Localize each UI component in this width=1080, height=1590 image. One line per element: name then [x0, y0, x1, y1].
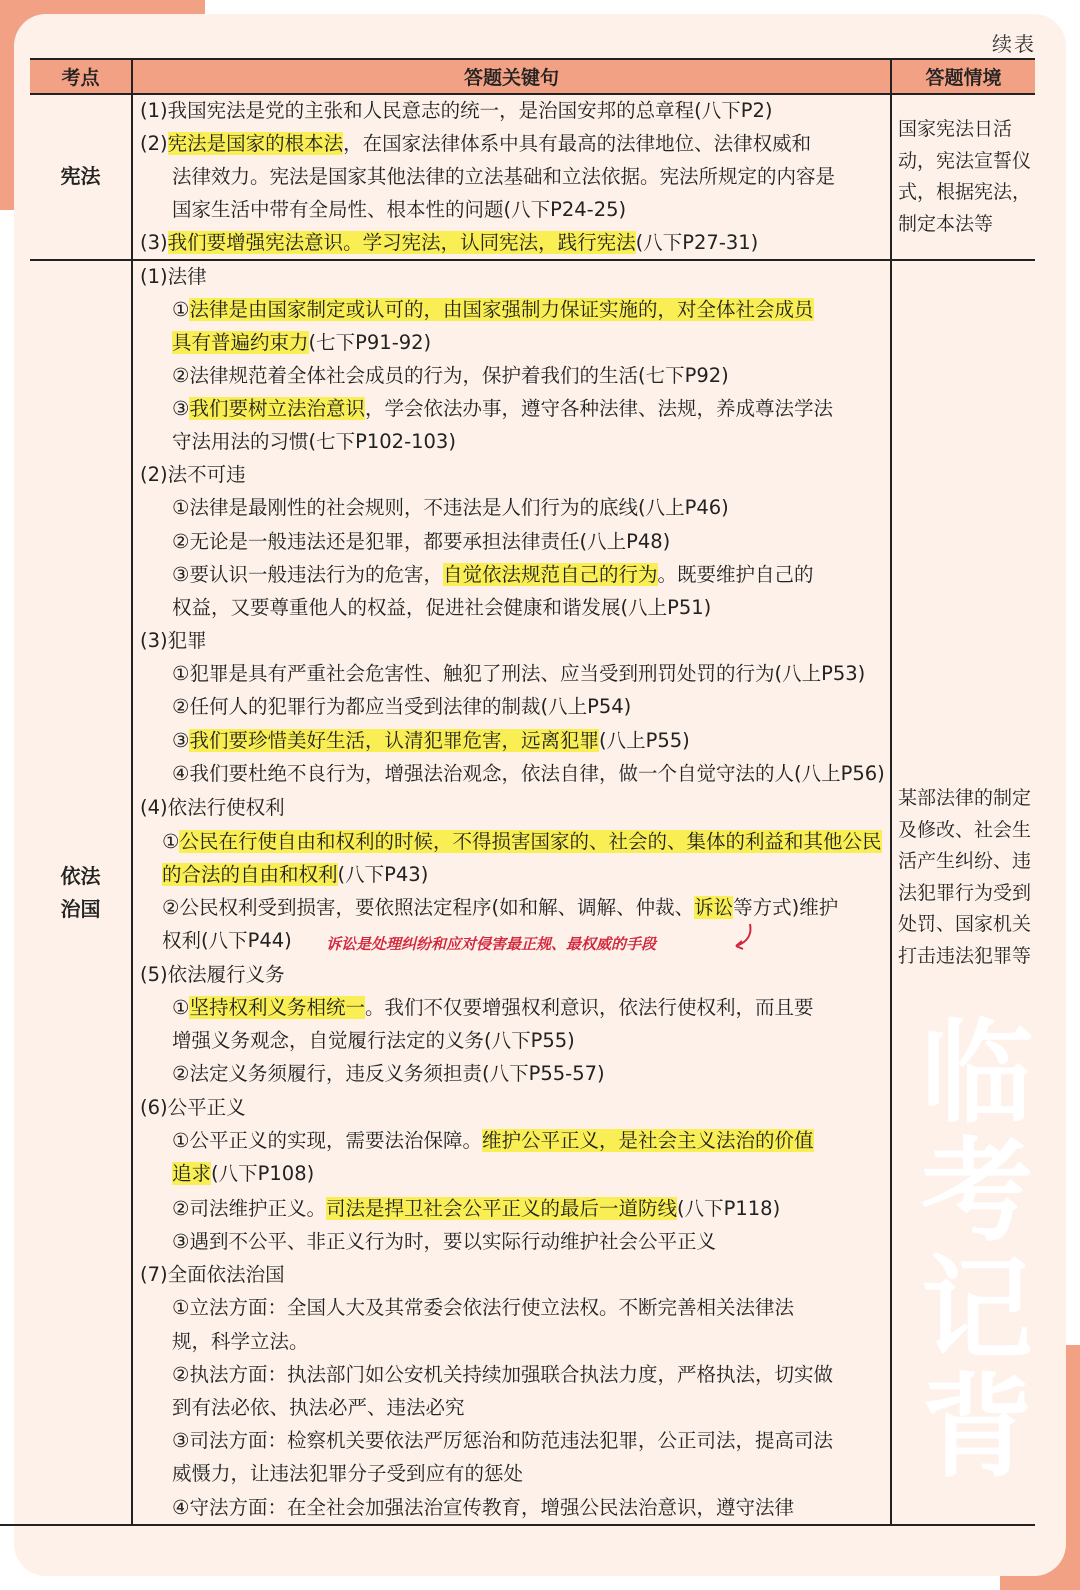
key-sentence-line: [172, 1026, 575, 1056]
header-bottom-border: [30, 93, 1035, 95]
highlighted-text: 宪法是国家的根本法: [167, 132, 344, 155]
key-sentence-line: [172, 1360, 833, 1390]
key-sentence-line: [140, 460, 246, 490]
text-segment: 规，科学立法。: [172, 1330, 309, 1353]
header-situation: 答题情境: [892, 60, 1035, 93]
text-segment: ③遇到不公平、非正义行为时，要以实际行动维护社会公平正义: [172, 1230, 716, 1253]
key-sentence-line: [172, 394, 833, 424]
text-segment: 增强义务观念，自觉履行法定的义务(八下P55): [172, 1029, 575, 1052]
text-segment: ③: [172, 397, 190, 420]
text-segment: 国家生活中带有全局性、根本性的问题(八下P24-25): [172, 198, 627, 221]
text-segment: ④守法方面：在全社会加强法治宣传教育，增强公民法治意识，遵守法律: [172, 1496, 794, 1519]
text-segment: ②执法方面：执法部门如公安机关持续加强联合执法力度，严格执法，切实做: [172, 1363, 833, 1386]
key-sentence-line: [162, 827, 882, 857]
key-sentence-line: [172, 162, 835, 192]
text-segment: ②无论是一般违法还是犯罪，都要承担法律责任(八上P48): [172, 530, 671, 553]
text-segment: ①: [162, 830, 180, 853]
key-sentence-line: [140, 1093, 246, 1123]
text-segment: ①: [172, 298, 190, 321]
text-segment: ②任何人的犯罪行为都应当受到法律的制裁(八上P54): [172, 695, 632, 718]
text-segment: ②公民权利受到损害，要依照法定程序(如和解、调解、仲裁、: [162, 896, 695, 919]
key-sentence-line: [140, 793, 285, 823]
text-segment: (6)公平正义: [140, 1096, 246, 1119]
text-segment: 守法用法的习惯(七下P102-103): [172, 430, 456, 453]
header-topic: 考点: [30, 60, 131, 93]
key-sentence-line: [172, 560, 814, 590]
watermark: 临考记背: [921, 1009, 1033, 1493]
key-sentence-line: [172, 1194, 780, 1224]
key-sentence-line: [172, 1327, 309, 1357]
key-sentence-line: [172, 1059, 605, 1089]
key-sentence-line: [140, 626, 207, 656]
text-segment: ①法律是最刚性的社会规则，不违法是人们行为的底线(八上P46): [172, 496, 729, 519]
text-segment: (八下P43): [337, 863, 429, 886]
key-sentence-line: [172, 993, 814, 1023]
column-divider-2: [890, 58, 892, 1525]
key-sentence-line: [172, 195, 626, 225]
text-segment: ①公平正义的实现，需要法治保障。: [172, 1129, 482, 1152]
table-top-border: [30, 58, 1035, 60]
highlighted-text: 诉讼: [694, 896, 734, 919]
continued-label: 续表: [992, 32, 1036, 56]
row-label-constitution: 宪法: [60, 164, 101, 188]
key-sentence-line: [172, 1227, 716, 1257]
text-segment: ①立法方面：全国人大及其常委会依法行使立法权。不断完善相关法律法: [172, 1296, 794, 1319]
text-segment: ③要认识一般违法行为的危害，: [172, 563, 443, 586]
key-sentence-line: [162, 926, 292, 956]
highlighted-text: 法律是由国家制定或认可的，由国家强制力保证实施的，对全体社会成员: [189, 298, 814, 321]
text-segment: ②法律规范着全体社会成员的行为，保护着我们的生活(七下P92): [172, 364, 729, 387]
key-sentence-line: [172, 328, 431, 358]
key-sentence-line: [172, 527, 670, 557]
text-segment: (八下P118): [677, 1197, 781, 1220]
text-segment: (4)依法行使权利: [140, 796, 285, 819]
text-segment: (七下P91-92): [308, 331, 432, 354]
text-segment: 到有法必依、执法必严、违法必究: [172, 1396, 465, 1419]
text-segment: ③: [172, 729, 190, 752]
text-segment: (5)依法履行义务: [140, 963, 285, 986]
highlighted-text: 我们要树立法治意识: [189, 397, 365, 420]
highlighted-text: 我们要珍惜美好生活，认清犯罪危害，远离犯罪: [189, 729, 599, 752]
text-segment: ④我们要杜绝不良行为，增强法治观念，依法自律，做一个自觉守法的人(八上P56): [172, 762, 885, 785]
highlighted-text: 坚持权利义务相统一: [189, 996, 365, 1019]
text-segment: (八上P55): [599, 729, 690, 752]
text-segment: 权利(八下P44): [162, 929, 292, 952]
key-sentence-line: [140, 960, 285, 990]
key-sentence-line: [172, 1459, 523, 1489]
key-sentence-line: [172, 295, 814, 325]
row-label-rule-of-law-1: 依法: [60, 864, 101, 888]
text-segment: ，在国家法律体系中具有最高的法律地位、法律权威和: [343, 132, 812, 155]
column-divider-1: [131, 58, 133, 1525]
key-sentence-line: [172, 1426, 833, 1456]
highlighted-text: 的合法的自由和权利: [162, 863, 338, 886]
text-segment: 。我们不仅要增强权利意识，依法行使权利，而且要: [365, 996, 814, 1019]
text-segment: ，学会依法办事，遵守各种法律、法规，养成尊法学法: [365, 397, 834, 420]
text-segment: (1)法律: [140, 265, 207, 288]
key-sentence-line: [172, 361, 729, 391]
key-sentence-line: [162, 893, 838, 923]
highlighted-text: 司法是捍卫社会公平正义的最后一道防线: [325, 1197, 677, 1220]
handwritten-annotation: 诉讼是处理纠纷和应对侵害最正规、最权威的手段: [326, 935, 657, 953]
text-segment: ②法定义务须履行，违反义务须担责(八下P55-57): [172, 1062, 605, 1085]
key-sentence-line: [140, 129, 811, 159]
key-sentence-line: [172, 1126, 814, 1156]
key-sentence-line: [172, 659, 865, 689]
text-segment: (八下P27-31): [635, 231, 759, 254]
key-sentence-line: [140, 96, 773, 126]
text-segment: (2)法不可违: [140, 463, 246, 486]
key-sentence-line: [140, 262, 207, 292]
key-sentence-line: [172, 1159, 314, 1189]
key-sentence-line: [162, 860, 428, 890]
key-sentence-line: [172, 1493, 794, 1523]
highlighted-text: 自觉依法规范自己的行为: [442, 563, 658, 586]
text-segment: ①: [172, 996, 190, 1019]
key-sentence-line: [172, 1293, 794, 1323]
text-segment: ①犯罪是具有严重社会危害性、触犯了刑法、应当受到刑罚处罚的行为(八上P53): [172, 662, 866, 685]
key-sentence-line: [140, 228, 758, 258]
highlighted-text: 追求: [172, 1162, 212, 1185]
key-sentence-line: [172, 759, 885, 789]
highlighted-text: 维护公平正义，是社会主义法治的价值: [481, 1129, 814, 1152]
row-divider: [30, 259, 1035, 261]
text-segment: (八下P108): [211, 1162, 315, 1185]
text-segment: (1)我国宪法是党的主张和人民意志的统一，是治国安邦的总章程(八下P2): [140, 99, 773, 122]
situation-rule-of-law: 某部法律的制定及修改、社会生活产生纠纷、违法犯罪行为受到处罚、国家机关打击违法犯罪等: [898, 787, 1032, 967]
text-segment: ③司法方面：检察机关要依法严厉惩治和防范违法犯罪，公正司法，提高司法: [172, 1429, 833, 1452]
key-sentence-line: [172, 1393, 465, 1423]
highlighted-text: 我们要增强宪法意识。学习宪法，认同宪法，践行宪法: [167, 231, 636, 254]
text-segment: (2): [140, 132, 168, 155]
text-segment: ②司法维护正义。: [172, 1197, 326, 1220]
key-sentence-line: [140, 1260, 285, 1290]
text-segment: (7)全面依法治国: [140, 1263, 285, 1286]
highlighted-text: 公民在行使自由和权利的时候，不得损害国家的、社会的、集体的利益和其他公民: [179, 830, 882, 853]
situation-constitution: 国家宪法日活动，宪法宣誓仪式，根据宪法，制定本法等: [898, 118, 1032, 235]
key-sentence-line: [172, 593, 711, 623]
text-segment: 法律效力。宪法是国家其他法律的立法基础和立法依据。宪法所规定的内容是: [172, 165, 836, 188]
text-segment: (3): [140, 231, 168, 254]
highlighted-text: 具有普遍约束力: [172, 331, 309, 354]
key-sentence-line: [172, 427, 456, 457]
key-sentence-line: [172, 692, 631, 722]
key-sentence-line: [172, 726, 690, 756]
table-bottom-border: [0, 1524, 1035, 1526]
text-segment: (3)犯罪: [140, 629, 207, 652]
text-segment: 。既要维护自己的: [657, 563, 814, 586]
header-key-sentences: 答题关键句: [133, 60, 890, 93]
text-segment: 权益，又要尊重他人的权益，促进社会健康和谐发展(八上P51): [172, 596, 712, 619]
key-sentence-line: [172, 493, 729, 523]
annotation-arrow-icon: [728, 922, 758, 952]
text-segment: 威慑力，让违法犯罪分子受到应有的惩处: [172, 1462, 524, 1485]
text-segment: 等方式)维护: [733, 896, 839, 919]
row-label-rule-of-law-2: 治国: [60, 897, 101, 921]
